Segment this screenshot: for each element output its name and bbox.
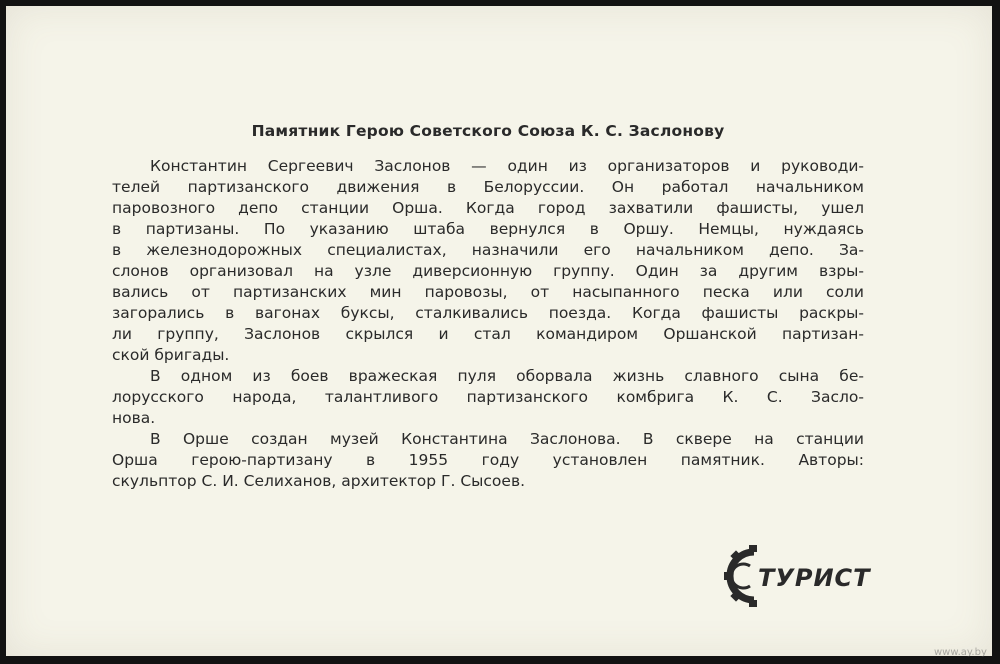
text-line: ли группу, Заслонов скрылся и стал командиром Оршанской партизан- <box>112 325 864 343</box>
text-line: Константин Сергеевич Заслонов — один из организаторов и руководи- <box>150 157 864 175</box>
page-title: Памятник Герою Советского Союза К. С. Заслонову <box>251 122 725 140</box>
text-line: вались от партизанских мин паровозы, от насыпанного песка или соли <box>112 283 864 301</box>
text-block <box>112 122 864 492</box>
text-line: загорались в вагонах буксы, сталкивались поезда. Когда фашисты раскры- <box>112 304 864 322</box>
text-line: в железнодорожных специалистах, назначили его начальником депо. За- <box>112 241 864 259</box>
text-line: скульптор С. И. Селиханов, архитектор Г. Сысоев. <box>112 472 526 490</box>
logo-text: ТУРИСТ <box>758 564 871 592</box>
postcard-back <box>6 6 992 656</box>
paragraph-2 <box>112 366 864 429</box>
body-text <box>112 156 864 492</box>
text-line: нова. <box>112 409 156 427</box>
text-line: В Орше создан музей Константина Заслонова. В сквере на станции <box>150 430 864 448</box>
text-line: паровозного депо станции Орша. Когда город захватили фашисты, ушел <box>112 199 864 217</box>
watermark: www.ay.by <box>934 647 987 658</box>
text-line: в партизаны. По указанию штаба вернулся в Оршу. Немцы, нуждаясь <box>112 220 864 238</box>
text-line: В одном из боев вражеская пуля оборвала жизнь славного сына бе- <box>150 367 864 385</box>
text-line: ской бригады. <box>112 346 230 364</box>
paragraph-3 <box>112 429 864 492</box>
text-line: телей партизанского движения в Белоруссии. Он работал начальником <box>112 178 864 196</box>
turist-logo <box>724 544 872 608</box>
text-line: Орша герою-партизану в 1955 году установлен памятник. Авторы: <box>112 451 864 469</box>
text-line: слонов организовал на узле диверсионную группу. Один за другим взры- <box>112 262 864 280</box>
gear-icon <box>724 545 757 607</box>
paragraph-1 <box>112 156 864 366</box>
text-line: лорусского народа, талантливого партизанского комбрига К. С. Засло- <box>112 388 864 406</box>
